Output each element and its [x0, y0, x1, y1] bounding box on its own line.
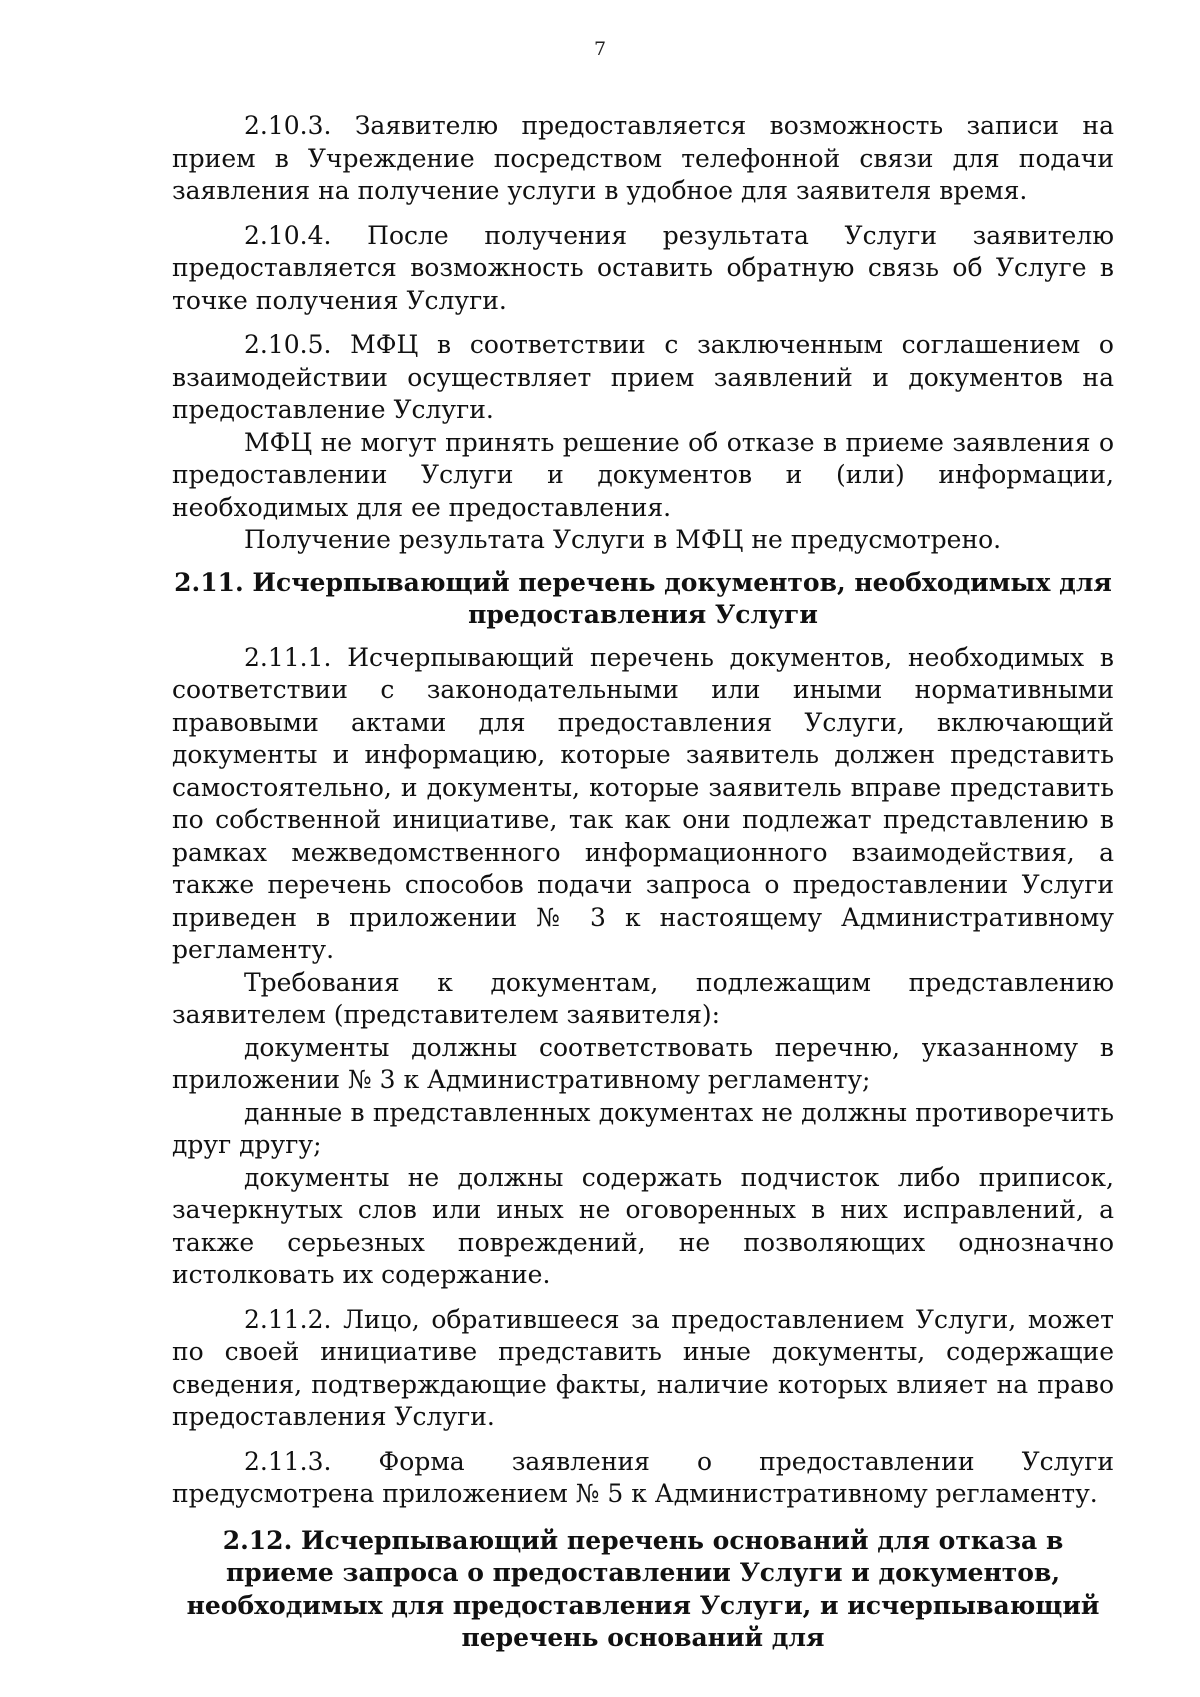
section-heading-2-11: 2.11. Исчерпывающий перечень документов, необходимых для предоставления Услуги	[174, 567, 1112, 629]
paragraph-requirement-list: документы должны соответствовать перечню, указанному в приложении № 3 к Административному регламенту;	[172, 1032, 1114, 1094]
paragraph-requirement-no-corrections: документы не должны содержать подчисток либо приписок, зачеркнутых слов или иных не оговоренных в них исправлений, а также серьезных повреждений, не позволяющих однозначно истолковать их содержание.	[172, 1162, 1114, 1289]
paragraph-2-10-4: 2.10.4. После получения результата Услуги заявителю предоставляется возможность оставить обратную связь об Услуге в точке получения Услуги.	[172, 220, 1114, 315]
paragraph-2-11-1: 2.11.1. Исчерпывающий перечень документов, необходимых в соответствии с законодательными или иными нормативными правовыми актами для предоставления Услуги, включающий документы и информацию, которые заявитель должен представить самостоятельно, и документы, которые заявитель вправе представить по собственной инициативе, так как они подлежат представлению в рамках межведомственного информационного взаимодействия, а также перечень способов подачи запроса о предоставлении Услуги приведен в приложении № 3 к настоящему Административному регламенту.	[172, 642, 1114, 964]
page-number: 7	[593, 38, 607, 60]
section-heading-2-12: 2.12. Исчерпывающий перечень оснований для отказа в приеме запроса о предоставлении Услуги и документов, необходимых для предоставления Услуги, и исчерпывающий перечень оснований для	[186, 1525, 1100, 1652]
paragraph-document-requirements: Требования к документам, подлежащим представлению заявителем (представителем заявителя):	[172, 967, 1114, 1029]
paragraph-2-11-2: 2.11.2. Лицо, обратившееся за предоставлением Услуги, может по своей инициативе представить иные документы, содержащие сведения, подтверждающие факты, наличие которых влияет на право предоставления Услуги.	[172, 1304, 1114, 1431]
paragraph-2-10-3: 2.10.3. Заявителю предоставляется возможность записи на прием в Учреждение посредством телефонной связи для подачи заявления на получение услуги в удобное для заявителя время.	[172, 111, 1114, 205]
paragraph-requirement-consistency: данные в представленных документах не должны противоречить друг другу;	[172, 1097, 1114, 1159]
paragraph-2-11-3: 2.11.3. Форма заявления о предоставлении Услуги предусмотрена приложением № 5 к Административному регламенту.	[172, 1446, 1114, 1508]
document-body	[172, 110, 1114, 1665]
paragraph-mfc-no-refusal: МФЦ не могут принять решение об отказе в приеме заявления о предоставлении Услуги и документов и (или) информации, необходимых для ее предоставления.	[172, 427, 1114, 522]
paragraph-2-10-5: 2.10.5. МФЦ в соответствии с заключенным соглашением о взаимодействии осуществляет прием заявлений и документов на предоставление Услуги.	[172, 330, 1114, 424]
paragraph-mfc-result: Получение результата Услуги в МФЦ не предусмотрено.	[244, 525, 1002, 554]
